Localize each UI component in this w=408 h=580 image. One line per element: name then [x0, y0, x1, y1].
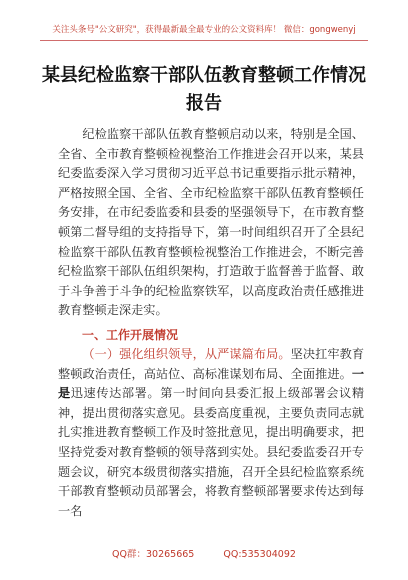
- subsection-paragraph: [58, 345, 364, 521]
- subsection-heading: （一）强化组织领导，从严谋篇布局。: [82, 346, 291, 361]
- footer-qq: QQ:535304092: [223, 549, 296, 560]
- subsection-body-text: 迅速传达部署。第一时间向县委汇报上级部署会议精神，提出贯彻落实意见。县委高度重视，主要负责同志就扎实推进教育整顿工作及时签批意见，提出明确要求，把坚持党委对教育整顿的领导落到实处。县纪委监委召开专题会议，研究本级贯彻落实措施，召开全县纪检监察系统干部教育整顿动员部署会，将教育整顿部署要求传达到每一名: [58, 386, 365, 518]
- document-title: [40, 62, 368, 118]
- point-marker: 一是: [58, 366, 364, 401]
- intro-paragraph: 纪检监察干部队伍教育整顿启动以来，特别是全国、全省、全市教育整顿检视整治工作推进会召开以来，某县纪委监委深入学习贯彻习近平总书记重要指示批示精神，严格按照全国、全省、全市纪检监察干部队伍教育整顿任务安排，在市纪委监委和县委的坚强领导下，在市教育整顿第二督导组的支持指导下，第一时间组织召开了全县纪检监察干部队伍教育整顿检视整治工作推进会，不断完善纪检监察干部队伍组织架构，打造敢于监督善于监督、敢于斗争善于斗争的纪检监察铁军，以高度政治责任感推进教育整顿走深走实。: [58, 127, 364, 318]
- document-body: [58, 125, 364, 521]
- footer-qq-group: QQ群：30265665: [112, 549, 195, 560]
- title-line-2: 报告: [186, 93, 222, 114]
- title-line-1: 某县纪检监察干部队伍教育整顿工作情况: [42, 65, 366, 86]
- section-heading: 一、工作开展情况: [82, 327, 179, 342]
- subsection-lead-text: 坚决扛牢教育整顿政治责任，高站位、高标准谋划布局、全面推进。: [58, 346, 365, 381]
- footer: [0, 546, 408, 560]
- header-banner: 关注头条号"公文研究"，获得最新最全最专业的公文资料库！ 微信：gongwenyj: [40, 20, 368, 41]
